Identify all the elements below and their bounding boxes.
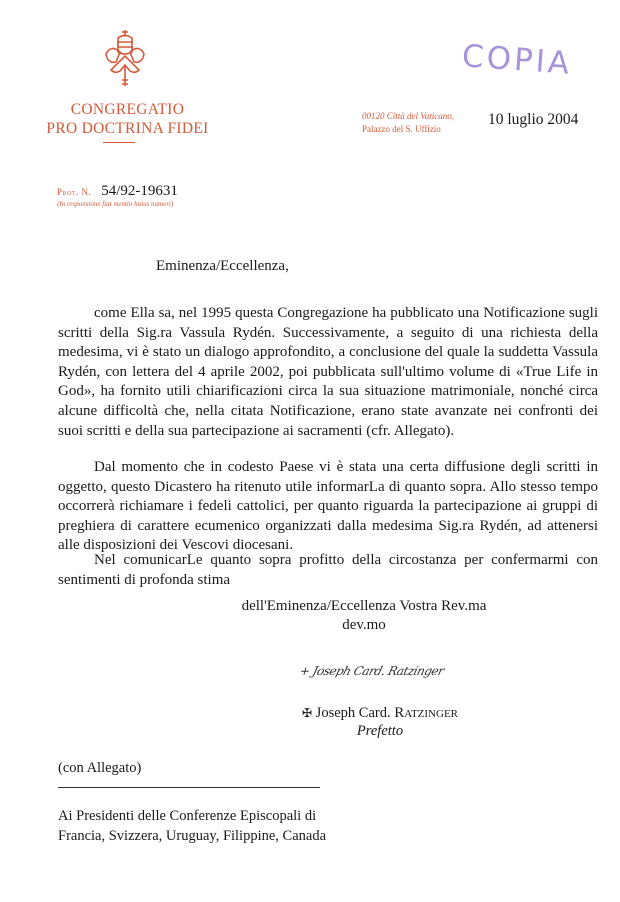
protocol-value: 54/92-19631 (101, 183, 178, 199)
copia-stamp: COPIA (460, 38, 574, 82)
signer-name-prefix: Joseph Card. (315, 705, 391, 721)
body-paragraph-1: come Ella sa, nel 1995 questa Congregazione ha pubblicato una Notificazione sugli scritti della Sig.ra Vassula Rydén. Successivamente, a seguito di una richiesta della medesima, vi è stato un dialogo approfondito, a conclusione del quale la suddetta Vassula Rydén, con lettera del 4 aprile 2002, poi pubblicata sull'ultimo volume di «True Life in God», ha fornito utili chiarificazioni circa la sua situazione matrimoniale, nonché circa alcune difficoltà che, nella citata Notificazione, erano state avanzate nei confronti dei suoi scritti e della sua partecipazione ai sacramenti (cfr. Allegato). (58, 305, 598, 439)
protocol-note: (In responsione fiat mentio huius numeri) (57, 200, 174, 208)
signer-block (280, 704, 480, 740)
handwritten-signature: + Joseph Card. Ratzinger (298, 664, 446, 678)
closing (240, 597, 488, 635)
org-underline (103, 142, 135, 143)
signer-surname: Ratzinger (394, 705, 458, 721)
organization-name (40, 100, 215, 138)
papal-crest-icon (100, 28, 150, 92)
recipients (58, 807, 326, 846)
address-block (362, 110, 454, 136)
divider-line (58, 787, 320, 788)
protocol-label: Prot. N. (57, 187, 92, 197)
signer-title: Prefetto (356, 723, 404, 739)
org-line-1: CONGREGATIO (70, 101, 185, 118)
letter-date: 10 luglio 2004 (488, 111, 579, 128)
salutation: Eminenza/Eccellenza, (156, 258, 289, 274)
closing-line-1: dell'Eminenza/Eccellenza Vostra Rev.ma (241, 598, 487, 614)
address-line-2: Palazzo del S. Uffizio (362, 124, 441, 134)
closing-line-2: dev.mo (342, 617, 386, 633)
protocol-number (57, 182, 178, 200)
enclosure-note: (con Allegato) (58, 760, 142, 776)
body-paragraph-2: Dal momento che in codesto Paese vi è stata una certa diffusione degli scritti in oggetto, questo Dicastero ha ritenuto utile informarLa di quanto sopra. Allo stesso tempo occorrerà richiamare i fedeli cattolici, per quanto riguarda la partecipazione ai gruppi di preghiera di carattere ecumenico organizzati dalla medesima Sig.ra Rydén, ad attenersi alle disposizioni dei Vescovi diocesani. (58, 459, 598, 554)
org-line-2: PRO DOCTRINA FIDEI (46, 120, 209, 137)
body-paragraph-3: Nel comunicarLe quanto sopra profitto della circostanza per confermarmi con sentimenti di profonda stima (58, 552, 598, 588)
recipients-line-2: Francia, Svizzera, Uruguay, Filippine, Canada (58, 827, 327, 844)
cross-icon: ✠ (301, 706, 313, 720)
address-line-1: 00120 Città del Vaticano, (362, 111, 454, 121)
recipients-line-1: Ai Presidenti delle Conferenze Episcopali di (58, 808, 317, 824)
